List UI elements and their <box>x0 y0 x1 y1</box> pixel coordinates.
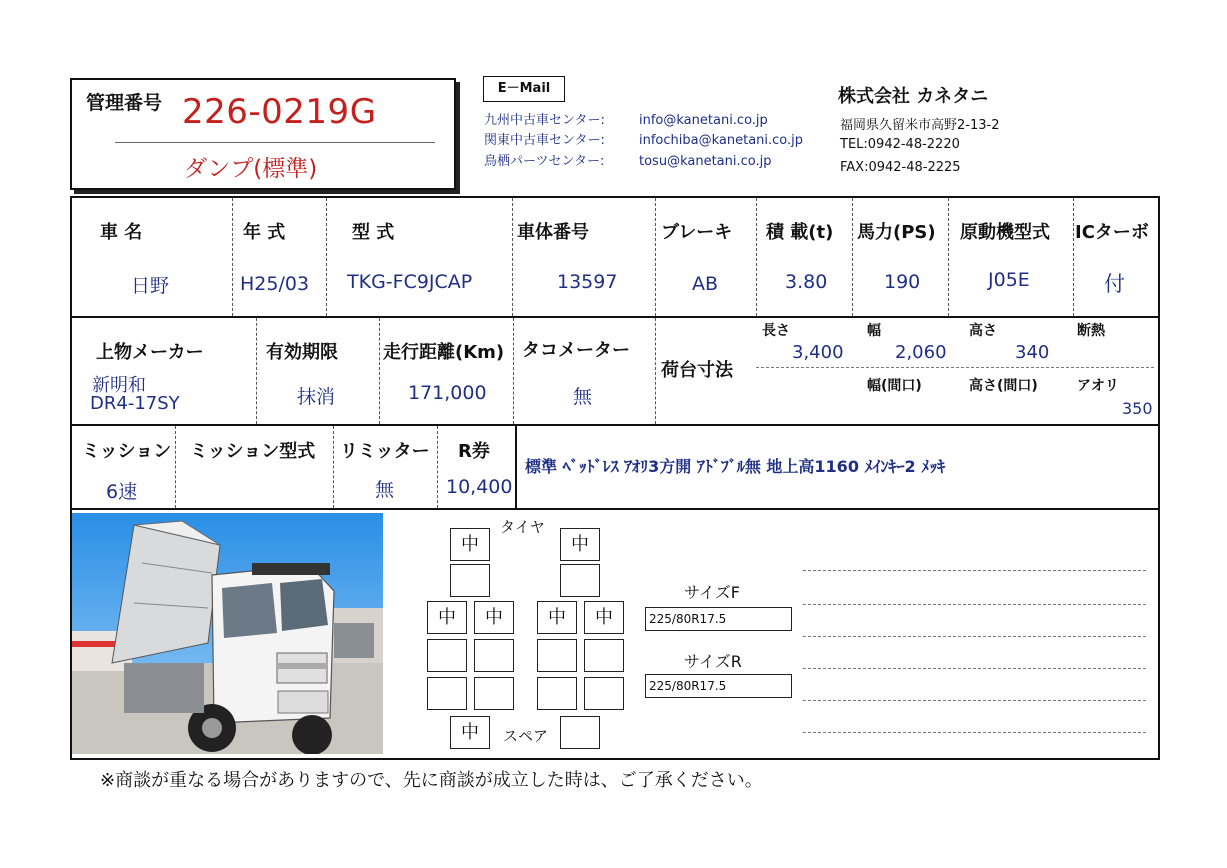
tire-slot <box>537 639 577 672</box>
label-length: 長さ <box>762 323 790 339</box>
header-year: 年 式 <box>243 222 286 243</box>
value-engine-type: J05E <box>988 269 1030 291</box>
tire-slot <box>584 639 624 672</box>
value-car-name: 日野 <box>131 275 170 297</box>
header-horsepower: 馬力(PS) <box>857 222 936 243</box>
col-divider <box>1073 198 1074 316</box>
email-address[interactable]: info@kanetani.co.jp <box>639 113 768 128</box>
header-mileage: 走行距離(Km) <box>383 342 505 363</box>
tire-slot <box>474 677 514 710</box>
remarks: 標準 ﾍﾞｯﾄﾞﾚｽ ｱｵﾘ3方開 ｱﾄﾞﾌﾞﾙ無 地上高1160 ﾒｲﾝｷｰ2 ﾒｯｷ <box>525 457 946 476</box>
email-center: 関東中古車センター: <box>484 133 605 148</box>
header-bed-size: 荷台寸法 <box>661 360 733 381</box>
col-divider <box>852 198 853 316</box>
col-divider <box>379 318 380 424</box>
header-car-name: 車 名 <box>100 222 143 243</box>
company-fax: FAX:0942-48-2225 <box>840 160 961 175</box>
vehicle-type: ダンプ(標準) <box>184 156 318 182</box>
header-load: 積 載(t) <box>766 222 834 243</box>
note-line <box>803 604 1146 605</box>
value-length: 3,400 <box>792 342 844 363</box>
size-f-value: 225/80R17.5 <box>645 607 792 631</box>
company-tel: TEL:0942-48-2220 <box>840 137 960 152</box>
email-row <box>484 129 803 148</box>
tire-rear-left-outer: 中 <box>427 601 467 634</box>
header-model: 型 式 <box>352 222 395 243</box>
header-mission: ミッション <box>82 441 172 462</box>
value-limiter: 無 <box>375 479 395 501</box>
col-divider <box>655 198 656 316</box>
col-divider <box>512 198 513 316</box>
value-model: TKG-FC9JCAP <box>347 271 473 293</box>
tire-rear-right-outer: 中 <box>584 601 624 634</box>
email-row <box>484 150 771 169</box>
header-brake: ブレーキ <box>661 222 733 243</box>
label-insulation: 断熱 <box>1077 323 1105 339</box>
value-brake: AB <box>692 273 719 295</box>
header-mission-type: ミッション型式 <box>190 441 316 462</box>
label-width: 幅 <box>867 323 881 339</box>
col-divider <box>655 318 656 424</box>
tire-label: タイヤ <box>500 518 545 536</box>
label-height-opening: 高さ(間口) <box>969 378 1038 394</box>
company-name: 株式会社 カネタニ <box>838 86 989 107</box>
row-divider <box>70 424 1158 426</box>
row-divider <box>70 316 1158 318</box>
tire-slot <box>474 639 514 672</box>
row-divider <box>70 508 1158 510</box>
col-divider <box>437 426 438 508</box>
value-aori: 350 <box>1122 399 1153 418</box>
col-divider <box>333 426 334 508</box>
value-body-maker: 新明和 <box>92 375 146 396</box>
email-address[interactable]: tosu@kanetani.co.jp <box>639 154 772 169</box>
tire-slot <box>427 677 467 710</box>
tire-slot <box>427 639 467 672</box>
label-aori: アオリ <box>1077 378 1119 394</box>
management-divider <box>115 142 435 143</box>
value-expiry: 抹消 <box>297 386 336 408</box>
note-line <box>803 636 1146 637</box>
size-r-label: サイズR <box>684 652 742 671</box>
tire-front-left: 中 <box>450 528 490 561</box>
truck-photo <box>72 513 383 754</box>
tire-rear-right-inner: 中 <box>537 601 577 634</box>
value-r-ticket: 10,400 <box>446 476 513 498</box>
col-divider <box>948 198 949 316</box>
value-width: 2,060 <box>895 342 947 363</box>
tire-front-left-2 <box>450 564 490 597</box>
col-divider <box>515 426 517 508</box>
note-line <box>803 732 1146 733</box>
email-row <box>484 109 768 128</box>
size-r-value: 225/80R17.5 <box>645 674 792 698</box>
email-label: E－Mail <box>483 76 565 102</box>
notice-text: ※商談が重なる場合がありますので、先に商談が成立した時は、ご了承ください。 <box>100 770 763 791</box>
note-line <box>803 700 1146 701</box>
col-divider <box>756 198 757 316</box>
value-tachometer: 無 <box>573 386 593 408</box>
email-address[interactable]: infochiba@kanetani.co.jp <box>639 133 804 148</box>
header-ic-turbo: ICターボ <box>1075 222 1149 243</box>
tire-slot <box>537 677 577 710</box>
management-number: 226-0219G <box>182 92 377 132</box>
tire-front-right-2 <box>560 564 600 597</box>
col-divider <box>232 198 233 316</box>
email-center: 九州中古車センター: <box>484 113 605 128</box>
note-line <box>803 668 1146 669</box>
tire-rear-left-inner: 中 <box>474 601 514 634</box>
label-width-opening: 幅(間口) <box>867 378 922 394</box>
label-height: 高さ <box>969 323 997 339</box>
col-divider <box>513 318 514 424</box>
management-number-label: 管理番号 <box>86 92 163 114</box>
company-address: 福岡県久留米市高野2-13-2 <box>840 118 1000 133</box>
size-f-label: サイズF <box>684 583 740 602</box>
header-engine-type: 原動機型式 <box>960 222 1050 243</box>
col-divider <box>256 318 257 424</box>
tire-front-right: 中 <box>560 528 600 561</box>
col-divider <box>175 426 176 508</box>
value-horsepower: 190 <box>884 271 921 293</box>
value-mission: 6速 <box>106 481 138 503</box>
tire-slot <box>584 677 624 710</box>
value-body-model: DR4-17SY <box>90 393 180 414</box>
bed-divider <box>756 367 1154 368</box>
note-line <box>803 570 1146 571</box>
col-divider <box>326 198 327 316</box>
value-load: 3.80 <box>785 271 828 293</box>
header-body-maker: 上物メーカー <box>96 342 204 363</box>
email-center: 鳥栖パーツセンター: <box>484 154 605 169</box>
value-chassis-number: 13597 <box>557 271 618 293</box>
header-expiry: 有効期限 <box>266 342 338 363</box>
value-year: H25/03 <box>240 273 310 295</box>
header-chassis-number: 車体番号 <box>517 222 589 243</box>
header-tachometer: タコメーター <box>522 340 630 361</box>
value-ic-turbo: 付 <box>1104 272 1125 296</box>
tire-spare-2 <box>560 716 600 749</box>
header-limiter: リミッター <box>340 441 430 462</box>
value-height: 340 <box>1015 342 1050 363</box>
spare-label: スペア <box>503 727 549 745</box>
tire-spare: 中 <box>450 716 490 749</box>
value-mileage: 171,000 <box>408 382 487 404</box>
header-r-ticket: R券 <box>458 441 490 462</box>
